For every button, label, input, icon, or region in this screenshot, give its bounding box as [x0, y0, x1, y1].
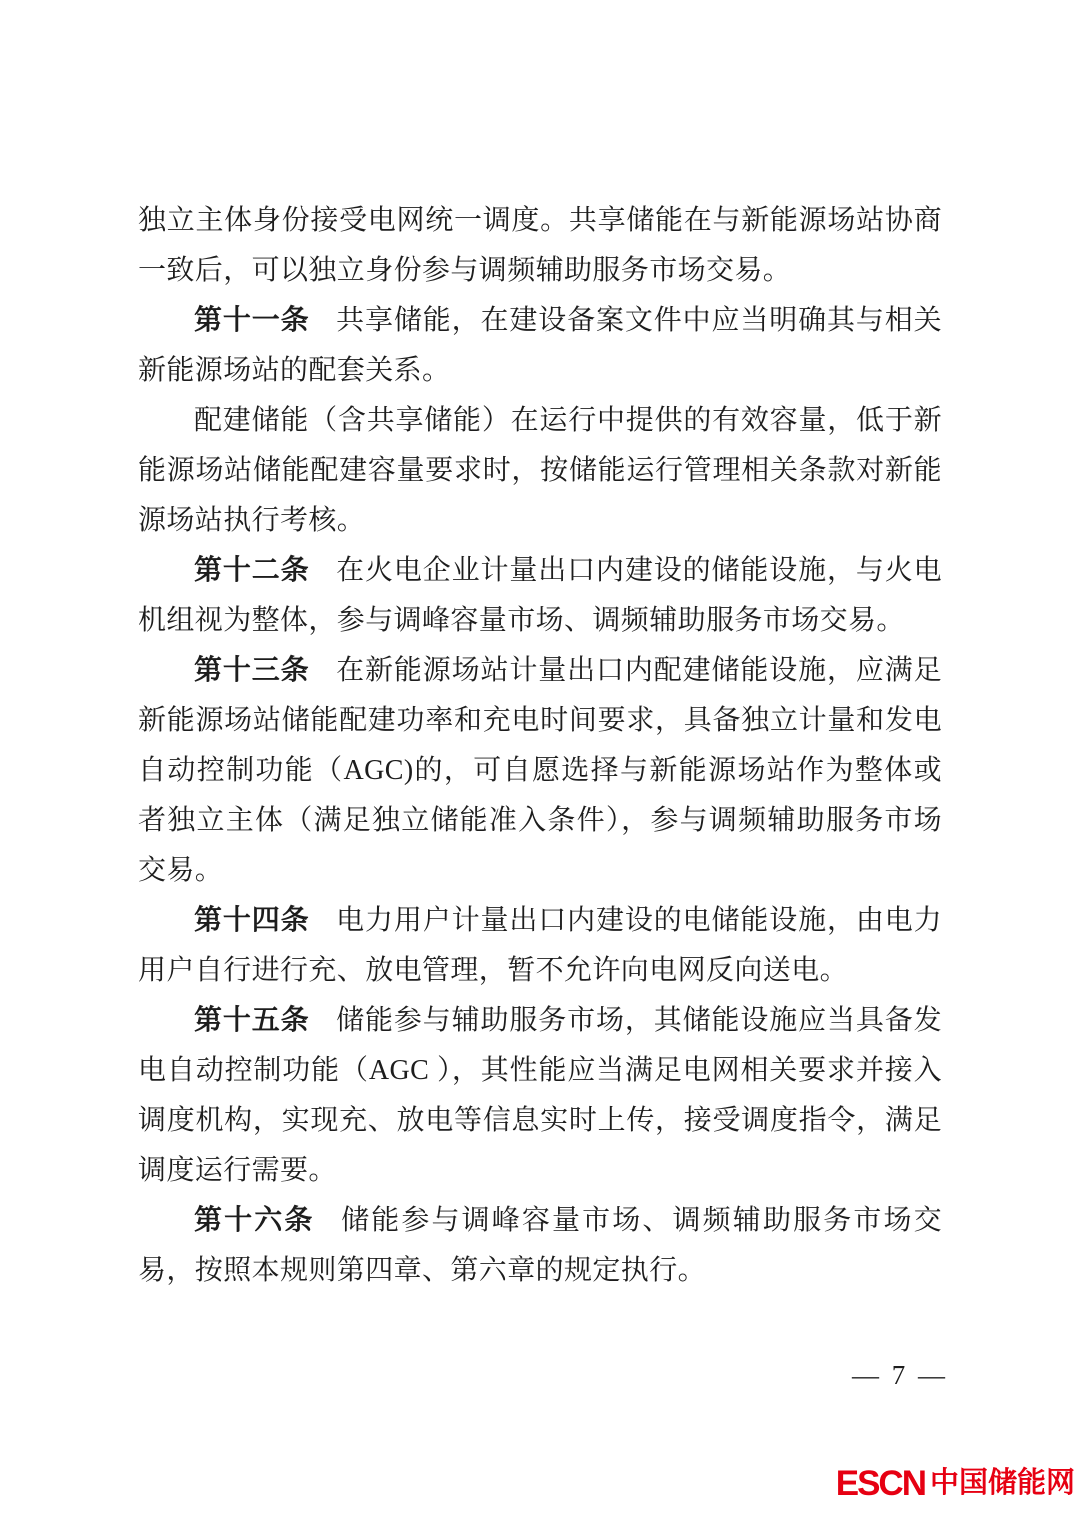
article-16-heading: 第十六条: [194, 1205, 315, 1236]
article-paragraph-11: [138, 296, 942, 396]
article-13-heading: 第十三条: [194, 655, 310, 686]
document-text-block: [138, 196, 942, 1296]
article-15-heading: 第十五条: [194, 1005, 310, 1036]
escn-logo-chinese-text: 中国储能网: [929, 1467, 1075, 1499]
escn-watermark-logo: [836, 1466, 1075, 1501]
article-14-heading: 第十四条: [194, 905, 310, 936]
page-number: — 7 —: [852, 1360, 948, 1390]
paragraph-supplementary: 配建储能（含共享储能）在运行中提供的有效容量，低于新能源场站储能配建容量要求时，按储能运行管理相关条款对新能源场站执行考核。: [138, 405, 942, 536]
article-12-heading: 第十二条: [194, 555, 310, 586]
article-12-text: 在火电企业计量出口内建设的储能设施，与火电机组视为整体，参与调峰容量市场、调频辅助服务市场交易。: [138, 555, 942, 636]
article-paragraph-16: [138, 1196, 942, 1296]
escn-logo-latin-text: ESCN: [835, 1464, 925, 1503]
article-paragraph-14: [138, 896, 942, 996]
paragraph-continuation: 独立主体身份接受电网统一调度。共享储能在与新能源场站协商一致后，可以独立身份参与调频辅助服务市场交易。: [138, 205, 942, 286]
article-15-text: 储能参与辅助服务市场，其储能设施应当具备发电自动控制功能（AGC ），其性能应当满足电网相关要求并接入调度机构，实现充、放电等信息实时上传，接受调度指令，满足调度运行需要。: [138, 1005, 942, 1186]
article-11-text: 共享储能，在建设备案文件中应当明确其与相关新能源场站的配套关系。: [138, 305, 942, 386]
article-11-heading: 第十一条: [194, 305, 310, 336]
article-14-text: 电力用户计量出口内建设的电储能设施，由电力用户自行进行充、放电管理，暂不允许向电网反向送电。: [138, 905, 942, 986]
article-paragraph-12: [138, 546, 942, 646]
article-16-text: 储能参与调峰容量市场、调频辅助服务市场交易，按照本规则第四章、第六章的规定执行。: [138, 1205, 942, 1286]
article-13-text: 在新能源场站计量出口内配建储能设施，应满足新能源场站储能配建功率和充电时间要求，具备独立计量和发电自动控制功能（AGC)的，可自愿选择与新能源场站作为整体或者独立主体（满足独立储能准入条件），参与调频辅助服务市场交易。: [138, 655, 942, 886]
article-paragraph-15: [138, 996, 942, 1196]
article-paragraph-13: [138, 646, 942, 896]
